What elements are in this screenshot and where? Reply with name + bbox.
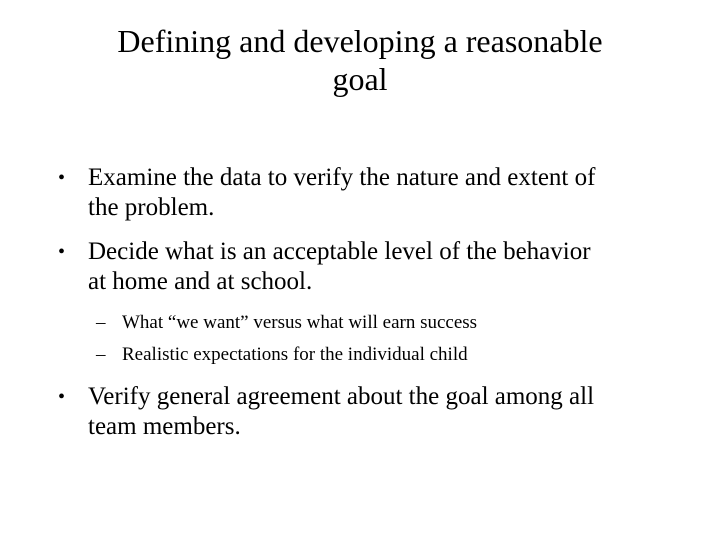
sub-bullet-item-1 bbox=[96, 311, 676, 335]
bullet-marker: • bbox=[58, 386, 66, 408]
bullet-line: Verify general agreement about the goal among all bbox=[88, 383, 595, 410]
sub-bullet-marker: – bbox=[96, 312, 106, 333]
bullet-line: Examine the data to verify the nature and extent of bbox=[88, 164, 596, 191]
bullet-item-2 bbox=[58, 237, 678, 297]
bullet-item-3 bbox=[58, 382, 678, 442]
sub-bullet-text: What “we want” versus what will earn success bbox=[122, 312, 478, 333]
bullet-line: the problem. bbox=[88, 194, 215, 221]
sub-bullet-text: Realistic expectations for the individual child bbox=[122, 344, 468, 365]
sub-bullet-marker: – bbox=[96, 344, 106, 365]
bullet-item-1 bbox=[58, 163, 678, 223]
sub-bullet-item-2 bbox=[96, 343, 676, 367]
bullet-marker: • bbox=[58, 167, 66, 189]
bullet-marker: • bbox=[58, 241, 66, 263]
bullet-line: team members. bbox=[88, 413, 241, 440]
bullet-line: at home and at school. bbox=[88, 268, 313, 295]
bullet-line: Decide what is an acceptable level of the behavior bbox=[88, 238, 591, 265]
slide-title bbox=[60, 22, 660, 98]
slide-title-line-1: Defining and developing a reasonable bbox=[117, 23, 603, 59]
slide-title-line-2: goal bbox=[332, 61, 388, 97]
